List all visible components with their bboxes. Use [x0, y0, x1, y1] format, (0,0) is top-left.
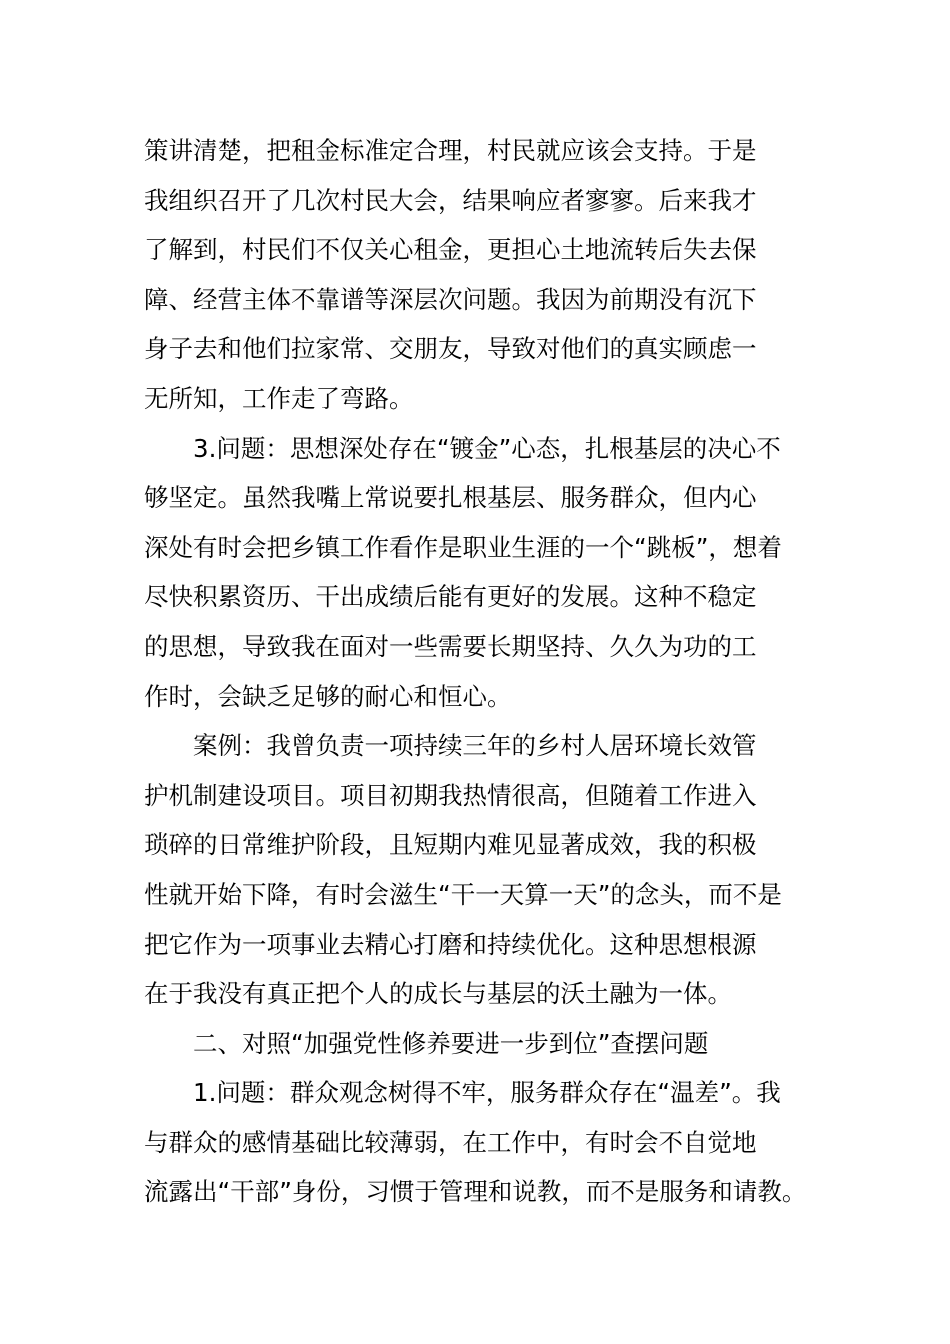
text-line: 把它作为一项事业去精心打磨和持续优化。这种思想根源	[144, 929, 757, 959]
body-text	[144, 126, 824, 1217]
text-line: 了解到，村民们不仅关心租金，更担心土地流转后失去保	[144, 235, 757, 265]
text-line: 无所知，工作走了弯路。	[144, 383, 414, 413]
section-heading: 二、对照“加强党性修养要进一步到位”查摆问题	[193, 1028, 709, 1058]
text-line: 尽快积累资历、干出成绩后能有更好的发展。这种不稳定	[144, 582, 757, 612]
text-line: 流露出“干部”身份，习惯于管理和说教，而不是服务和请教。	[144, 1177, 807, 1207]
text-line: 策讲清楚，把租金标准定合理，村民就应该会支持。于是	[144, 136, 757, 165]
text-line: 够坚定。虽然我嘴上常说要扎根基层、服务群众，但内心	[144, 483, 757, 513]
text-line: 性就开始下降，有时会滋生“干一天算一天”的念头，而不是	[144, 879, 782, 909]
paragraph-start-line: 案例：我曾负责一项持续三年的乡村人居环境长效管	[193, 731, 757, 761]
text-line: 琐碎的日常维护阶段，且短期内难见显著成效，我的积极	[144, 830, 757, 860]
paragraph-start-line: 1.问题：群众观念树得不牢，服务群众存在“温差”。我	[193, 1078, 781, 1108]
text-line: 身子去和他们拉家常、交朋友，导致对他们的真实顾虑一	[144, 334, 757, 364]
text-line: 护机制建设项目。项目初期我热情很高，但随着工作进入	[144, 780, 757, 810]
text-line: 我组织召开了几次村民大会，结果响应者寥寥。后来我才	[144, 185, 757, 215]
text-line: 的思想，导致我在面对一些需要长期坚持、久久为功的工	[144, 631, 757, 661]
text-line: 深处有时会把乡镇工作看作是职业生涯的一个“跳板”，想着	[144, 532, 782, 562]
text-line: 与群众的感情基础比较薄弱，在工作中，有时会不自觉地	[144, 1127, 757, 1157]
paragraph-start-line: 3.问题：思想深处存在“镀金”心态，扎根基层的决心不	[193, 433, 781, 463]
text-line: 在于我没有真正把个人的成长与基层的沃土融为一体。	[144, 979, 732, 1009]
text-line: 作时，会缺乏足够的耐心和恒心。	[144, 681, 512, 711]
text-line: 障、经营主体不靠谱等深层次问题。我因为前期没有沉下	[144, 284, 757, 314]
